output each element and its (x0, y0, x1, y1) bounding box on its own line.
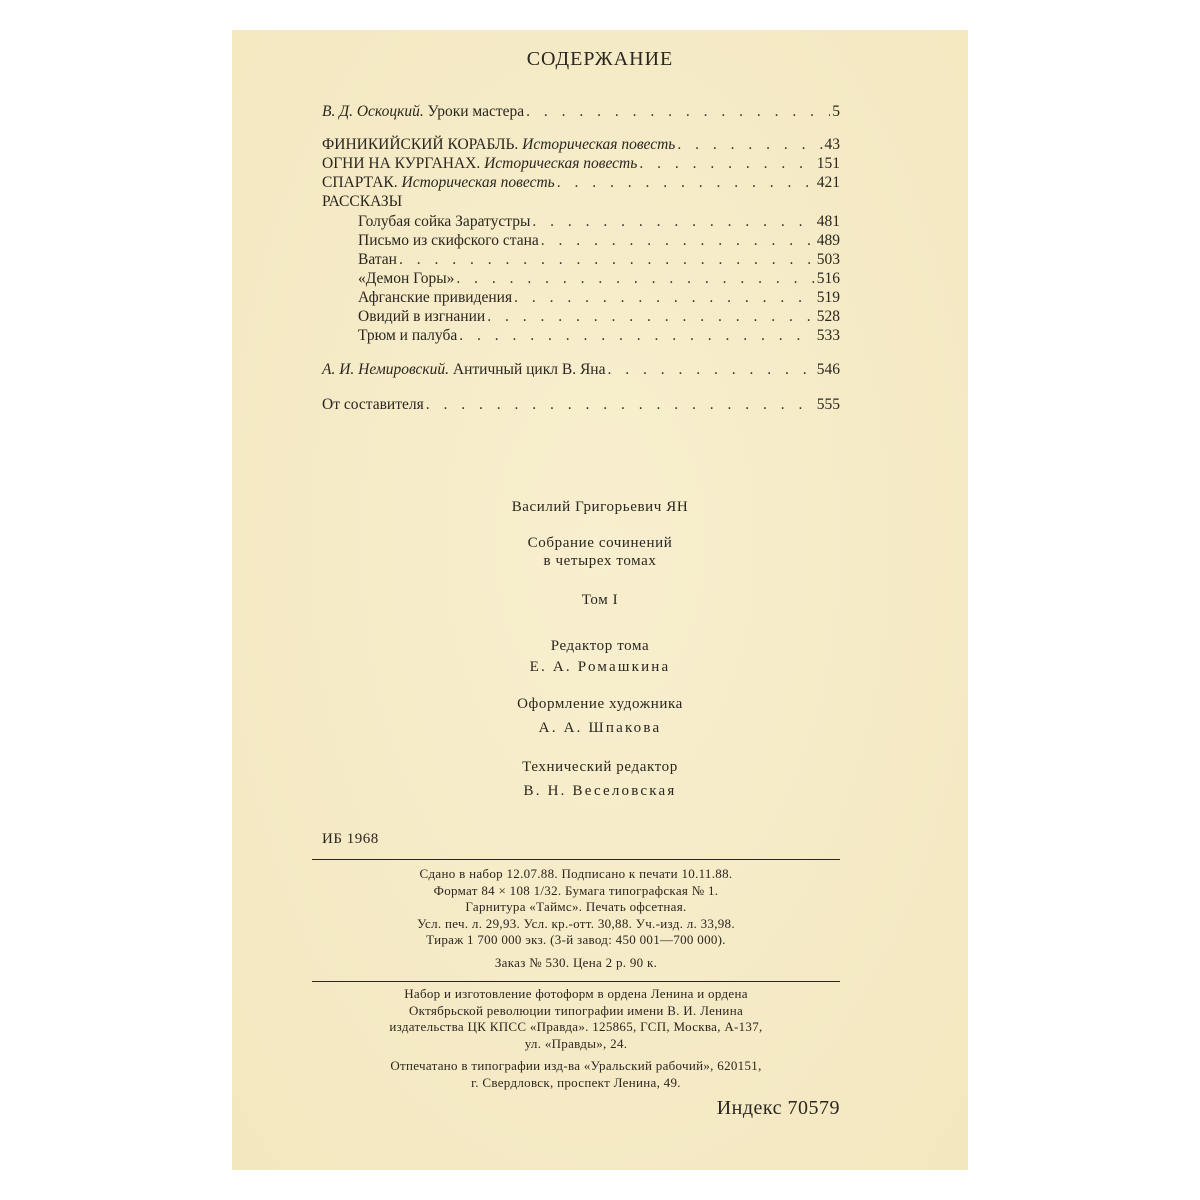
imprint-index: Индекс 70579 (716, 1097, 840, 1119)
toc-stories-heading: РАССКАЗЫ (322, 193, 403, 210)
imprint-line: Набор и изготовление фотоформ в ордена Ленина и ордена (404, 986, 748, 1001)
imprint-line: Октябрьской революции типографии имени В. И. Ленина (408, 1002, 744, 1018)
colophon-editor-name: Е. А. Ромашкина (529, 659, 671, 675)
toc-entry-title: Античный цикл В. Яна (452, 361, 606, 378)
toc-entry-story (358, 231, 840, 251)
toc-entry-subtitle: Историческая повесть (484, 155, 638, 172)
leader-dots (557, 173, 815, 193)
toc-entry-page: 528 (816, 308, 840, 325)
toc-entry-story (358, 269, 840, 289)
leader-dots (526, 102, 830, 122)
imprint-line: Заказ № 530. Цена 2 р. 90 к. (494, 954, 658, 970)
colophon-tech-editor-label: Технический редактор (522, 759, 678, 775)
toc-entry-page: 5 (832, 103, 840, 120)
toc-entry-afterword (322, 360, 840, 380)
toc-entry-intro (322, 102, 840, 122)
toc-entry-story (358, 307, 840, 327)
toc-entry-story (358, 250, 840, 270)
toc-entry-title: Афганские привидения (358, 289, 513, 306)
toc-entry-work (322, 173, 840, 193)
leader-dots (487, 307, 815, 327)
imprint-block-b (312, 986, 840, 1091)
toc-entry-work (322, 135, 840, 155)
colophon-collection-line1: Собрание сочинений (527, 535, 673, 551)
leader-dots (607, 360, 814, 380)
imprint-line: Тираж 1 700 000 экз. (3-й завод: 450 001—700 000). (426, 932, 726, 947)
toc-entry-page: 533 (816, 327, 840, 344)
colophon-author: Василий Григорьевич ЯН (511, 499, 689, 515)
colophon-ib-number: ИБ 1968 (322, 831, 379, 847)
imprint-line: ул. «Правды», 24. (524, 1035, 628, 1051)
book-page (232, 30, 968, 1170)
toc-entry-page: 151 (816, 155, 840, 172)
toc-entry-title: ФИНИКИЙСКИЙ КОРАБЛЬ. (322, 136, 519, 153)
toc-entry-page: 516 (816, 270, 840, 287)
leader-dots (399, 250, 815, 270)
toc-entry-story (358, 326, 840, 346)
imprint-rule-top (312, 859, 840, 860)
toc-entry-author: А. И. Немировский. (322, 361, 450, 378)
imprint-line: Сдано в набор 12.07.88. Подписано к печати 10.11.88. (419, 866, 733, 881)
toc-entry-subtitle: Историческая повесть (522, 136, 676, 153)
leader-dots (426, 395, 815, 415)
imprint-line: Усл. печ. л. 29,93. Усл. кр.-отт. 30,88. Уч.-изд. л. 33,98. (417, 915, 735, 931)
colophon-designer-name: А. А. Шпакова (538, 720, 662, 736)
toc-entry-title: СПАРТАК. (322, 174, 398, 191)
toc-entry-page: 519 (816, 289, 840, 306)
toc-entry-title: Письмо из скифского стана (358, 232, 539, 249)
toc-entry-title: Овидий в изгнании (358, 308, 486, 325)
toc-entry-page: 546 (816, 361, 840, 378)
toc-entry-work (322, 154, 840, 174)
toc-entry-page: 481 (816, 213, 840, 230)
leader-dots (514, 288, 815, 308)
leader-dots (456, 269, 814, 289)
toc-entry-title: Уроки мастера (427, 103, 525, 120)
colophon-editor-label: Редактор тома (550, 638, 650, 654)
imprint-line: Формат 84 × 108 1/32. Бумага типографская № 1. (433, 882, 719, 898)
colophon-tech-editor-name: В. Н. Веселовская (523, 783, 677, 799)
toc-entry-page: 43 (824, 136, 840, 153)
toc-entry-title: «Демон Горы» (358, 270, 455, 287)
toc-entry-page: 555 (816, 396, 840, 413)
imprint-line: Гарнитура «Таймс». Печать офсетная. (465, 899, 687, 914)
colophon-collection-line2: в четырех томах (543, 553, 657, 569)
toc-entry-story (358, 212, 840, 232)
toc-entry-compiler (322, 395, 840, 415)
leader-dots (532, 212, 814, 232)
toc-entry-page: 503 (816, 251, 840, 268)
toc-entry-subtitle: Историческая повесть (401, 174, 555, 191)
leader-dots (639, 154, 814, 174)
leader-dots (459, 326, 815, 346)
toc-entry-title: Голубая сойка Заратустры (358, 213, 531, 230)
colophon-designer-label: Оформление художника (517, 696, 683, 712)
leader-dots (541, 231, 815, 251)
toc-entry-story (358, 288, 840, 308)
toc-entry-page: 489 (816, 232, 840, 249)
toc-entry-title: ОГНИ НА КУРГАНАХ. (322, 155, 481, 172)
toc-entry-title: Ватан (358, 251, 397, 268)
leader-dots (677, 135, 822, 155)
imprint-block-a (312, 866, 840, 971)
colophon-volume: Том I (581, 592, 619, 608)
toc-entry-author: В. Д. Оскоцкий. (322, 103, 424, 120)
imprint-line: г. Свердловск, проспект Ленина, 49. (471, 1074, 681, 1090)
toc-entry-page: 421 (816, 174, 840, 191)
imprint-rule-bottom (312, 981, 840, 982)
toc-entry-title: Трюм и палуба (358, 327, 458, 344)
imprint-line: издательства ЦК КПСС «Правда». 125865, ГСП, Москва, А-137, (389, 1019, 763, 1034)
toc-entry-title: От составителя (322, 396, 424, 413)
imprint-line: Отпечатано в типографии изд-ва «Уральский рабочий», 620151, (390, 1058, 762, 1073)
toc-title: СОДЕРЖАНИЕ (526, 48, 674, 70)
